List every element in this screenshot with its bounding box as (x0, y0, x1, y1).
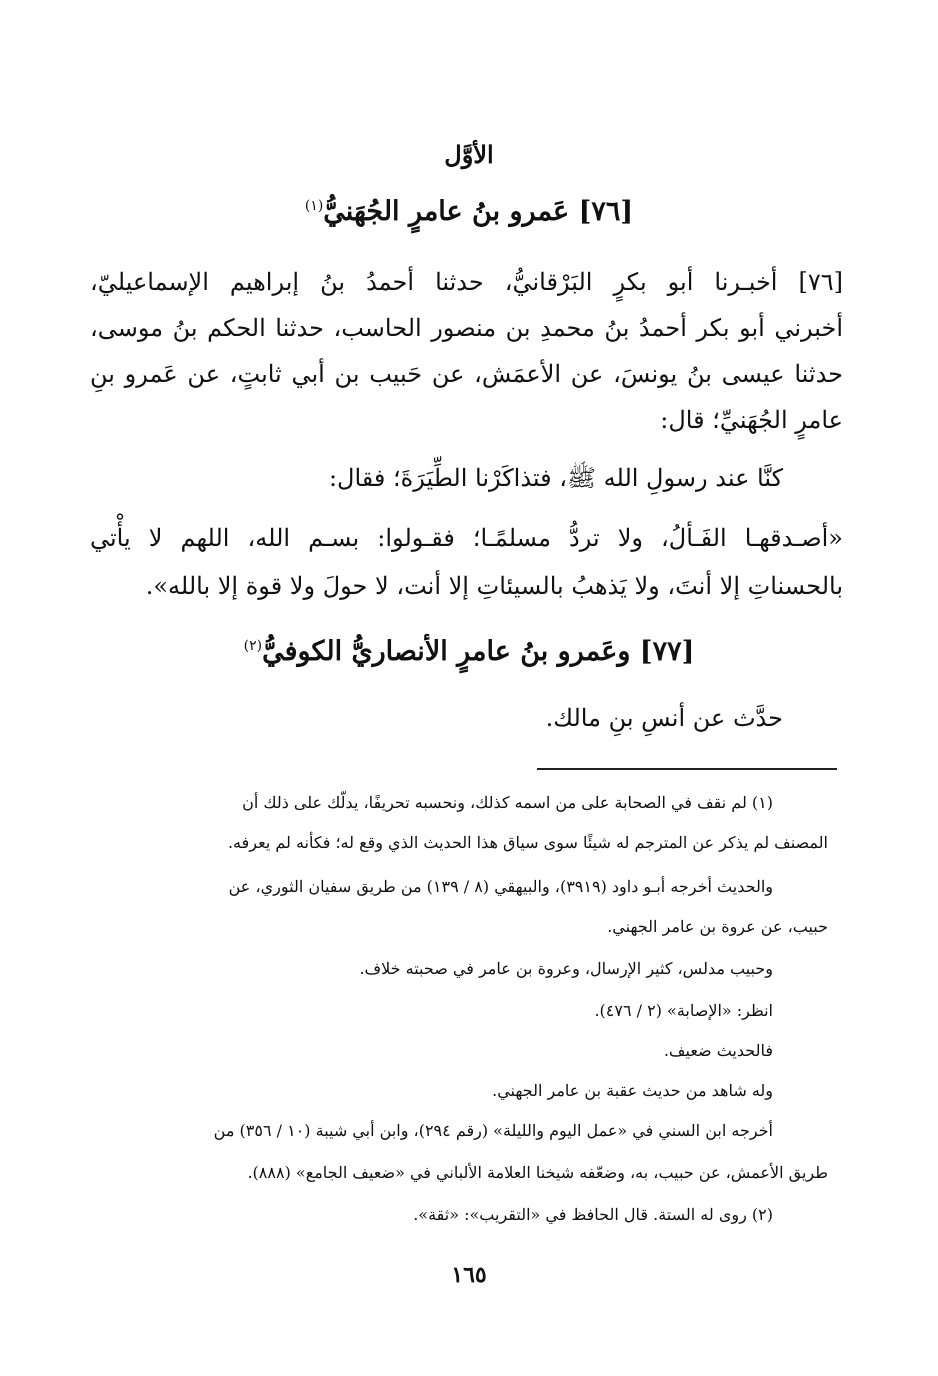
body-line: أخبرني أبو بكر أحمدُ بنُ محمدِ بن منصور الحاسب، حدثنا الحكم بنُ موسى، (90, 314, 843, 342)
footnote-separator (537, 768, 837, 770)
footnote-ref-1: (١) (304, 198, 324, 214)
entry-title-76 (100, 196, 838, 227)
footnote-line: (٢) روى له الستة. قال الحافظ في «التقريب»: «ثقة». (413, 1205, 773, 1224)
body-line: حدَّث عن أنسِ بنِ مالك. (545, 704, 783, 732)
entry-title-text: [٧٧] وعَمرو بنُ عامرٍ الأنصاريُّ الكوفيُّ (262, 636, 695, 667)
body-line: عامرٍ الجُهَنيِّ؛ قال: (660, 406, 843, 434)
entry-title-77 (100, 636, 838, 667)
body-line: كنَّا عند رسولِ الله ﷺ، فتذاكَرْنا الطِّيَرَةَ؛ فقال: (328, 464, 783, 492)
footnote-line: وله شاهد من حديث عقبة بن عامر الجهني. (492, 1081, 773, 1100)
footnote-line: المصنف لم يذكر عن المترجم له شيئًا سوى سياق هذا الحديث الذي وقع له؛ فكأنه لم يعرفه. (227, 833, 828, 852)
footnote-line: انظر: «الإصابة» (٢ / ٤٧٦). (594, 1001, 773, 1020)
footnote-line: والحديث أخرجه أبـو داود (٣٩١٩)، والبيهقي (٨ / ١٣٩) من طريق سفيان الثوري، عن (228, 877, 773, 896)
chapter-heading: الأوَّل (444, 140, 494, 169)
body-line: [٧٦] أخبـرنا أبو بكرٍ البَرْقانيُّ، حدثنا أحمدُ بنُ إبراهيم الإسماعيليّ، (90, 268, 843, 296)
footnote-line: (١) لم نقف في الصحابة على من اسمه كذلك، ونحسبه تحريفًا، يدلّك على ذلك أن (242, 793, 773, 812)
footnote-line: فالحديث ضعيف. (663, 1041, 773, 1060)
entry-title-text: [٧٦] عَمرو بنُ عامرٍ الجُهَنيُّ (323, 196, 634, 227)
body-line: بالحسناتِ إلا أنتَ، ولا يَذهبُ بالسيئاتِ إلا أنت، لا حولَ ولا قوة إلا بالله». (145, 572, 843, 600)
page-number: ١٦٥ (451, 1262, 487, 1288)
footnote-line: أخرجه ابن السني في «عمل اليوم والليلة» (رقم ٢٩٤)، وابن أبي شيبة (١٠ / ٣٥٦) من (213, 1121, 773, 1140)
footnote-line: طريق الأعمش، عن حبيب، به، وضعّفه شيخنا العلامة الألباني في «ضعيف الجامع» (٨٨٨). (247, 1163, 828, 1182)
body-line: حدثنا عيسى بنُ يونسَ، عن الأعمَش، عن حَبيب بن أبي ثابتٍ، عن عَمرو بنِ (90, 360, 843, 388)
body-line: «أصـدقهـا الفَـألُ، ولا تردُّ مسلمًـا؛ فقـولوا: بسـم الله، اللهم لا يأْتي (90, 524, 843, 552)
footnote-line: وحبيب مدلس، كثير الإرسال، وعروة بن عامر في صحبته خلاف. (359, 959, 773, 978)
footnote-ref-2: (٢) (243, 638, 263, 654)
footnote-line: حبيب، عن عروة بن عامر الجهني. (607, 917, 828, 936)
